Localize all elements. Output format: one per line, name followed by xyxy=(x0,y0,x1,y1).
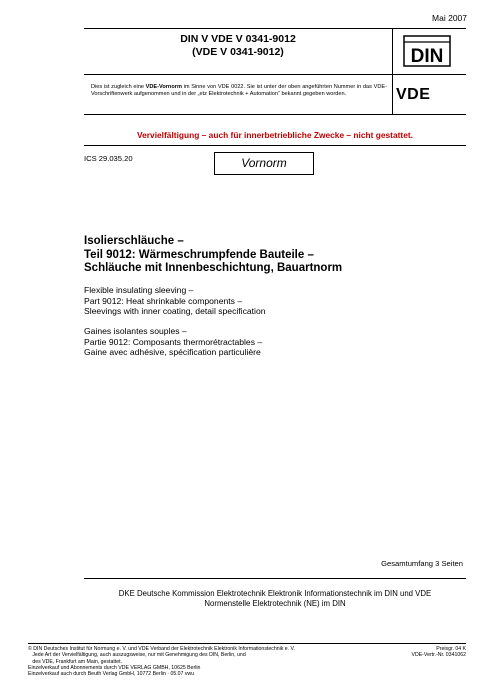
dke-rule xyxy=(84,578,466,579)
ics-code: ICS 29.035.20 xyxy=(84,154,133,163)
din-logo xyxy=(403,35,451,67)
document-number-din: DIN V VDE V 0341-9012 xyxy=(180,33,296,45)
din-logo-text: DIN xyxy=(410,46,444,67)
footer-line: Einzelverkauf auch durch Beuth Verlag GmbH, 10772 Berlin · 05.07 vwu xyxy=(28,671,195,678)
footer-line: des VDE, Frankfurt am Main, gestattet. xyxy=(28,658,122,665)
title-german-line: Teil 9012: Wärmeschrumpfende Bauteile – xyxy=(84,248,314,261)
vde-notice: Dies ist zugleich eine VDE-Vornorm im Sinne von VDE 0022. Sie ist unter der oben angeführten Nummer in das VDE-Vorschriftenwerk aufgenommen und in der „etz Elektrotechnik + Automation“ bekannt gegeben worden. xyxy=(91,84,387,97)
title-english-line: Flexible insulating sleeving – xyxy=(84,285,194,295)
dke-credit xyxy=(84,589,466,609)
title-french xyxy=(84,326,474,358)
title-french-line: Gaine avec adhésive, spécification particulière xyxy=(84,347,261,357)
footer-line: © DIN Deutsches Institut für Normung e. V. und VDE Verband der Elektrotechnik Elektronik Informationstechnik e. V. xyxy=(28,646,295,652)
header-divider xyxy=(392,28,393,114)
title-english xyxy=(84,285,474,317)
footer-price xyxy=(410,646,466,659)
dke-line: Normenstelle Elektrotechnik (NE) im DIN xyxy=(204,599,346,608)
total-pages: Gesamtumfang 3 Seiten xyxy=(381,559,463,568)
price-group: Preisgr. 04 K xyxy=(436,646,466,652)
footer-line: Einzelverkauf und Abonnements durch VDE VERLAG GMBH, 10625 Berlin xyxy=(28,664,201,671)
title-german-line: Isolierschläuche – xyxy=(84,235,184,247)
title-french-line: Gaines isolantes souples – xyxy=(84,326,187,336)
title-german-line: Schläuche mit Innenbeschichtung, Bauartnorm xyxy=(84,262,343,274)
title-english-line: Sleevings with inner coating, detail specification xyxy=(84,306,266,316)
warning-rule xyxy=(84,145,466,146)
footer-rule xyxy=(28,643,466,644)
publication-date: Mai 2007 xyxy=(432,13,467,23)
document-number-vde: (VDE V 0341-9012) xyxy=(192,46,284,58)
title-french-line: Partie 9012: Composants thermorétractables – xyxy=(84,336,263,347)
document-number xyxy=(84,33,392,59)
reproduction-warning: Vervielfältigung – auch für innerbetriebliche Zwecke – nicht gestattet. xyxy=(137,130,413,140)
header-bottom-rule xyxy=(84,114,466,115)
vde-sales-number: VDE-Vertr.-Nr. 0341062 xyxy=(411,652,466,659)
vde-logo: VDE xyxy=(396,86,431,103)
title-german xyxy=(84,235,474,276)
footer-copyright xyxy=(28,646,408,677)
title-english-line: Part 9012: Heat shrinkable components – xyxy=(84,295,243,306)
vornorm-badge: Vornorm xyxy=(214,152,314,175)
footer-line: Jede Art der Vervielfältigung, auch auszugsweise, nur mit Genehmigung des DIN, Berlin, und xyxy=(28,652,246,659)
dke-line: DKE Deutsche Kommission Elektrotechnik Elektronik Informationstechnik im DIN und VDE xyxy=(118,589,432,598)
